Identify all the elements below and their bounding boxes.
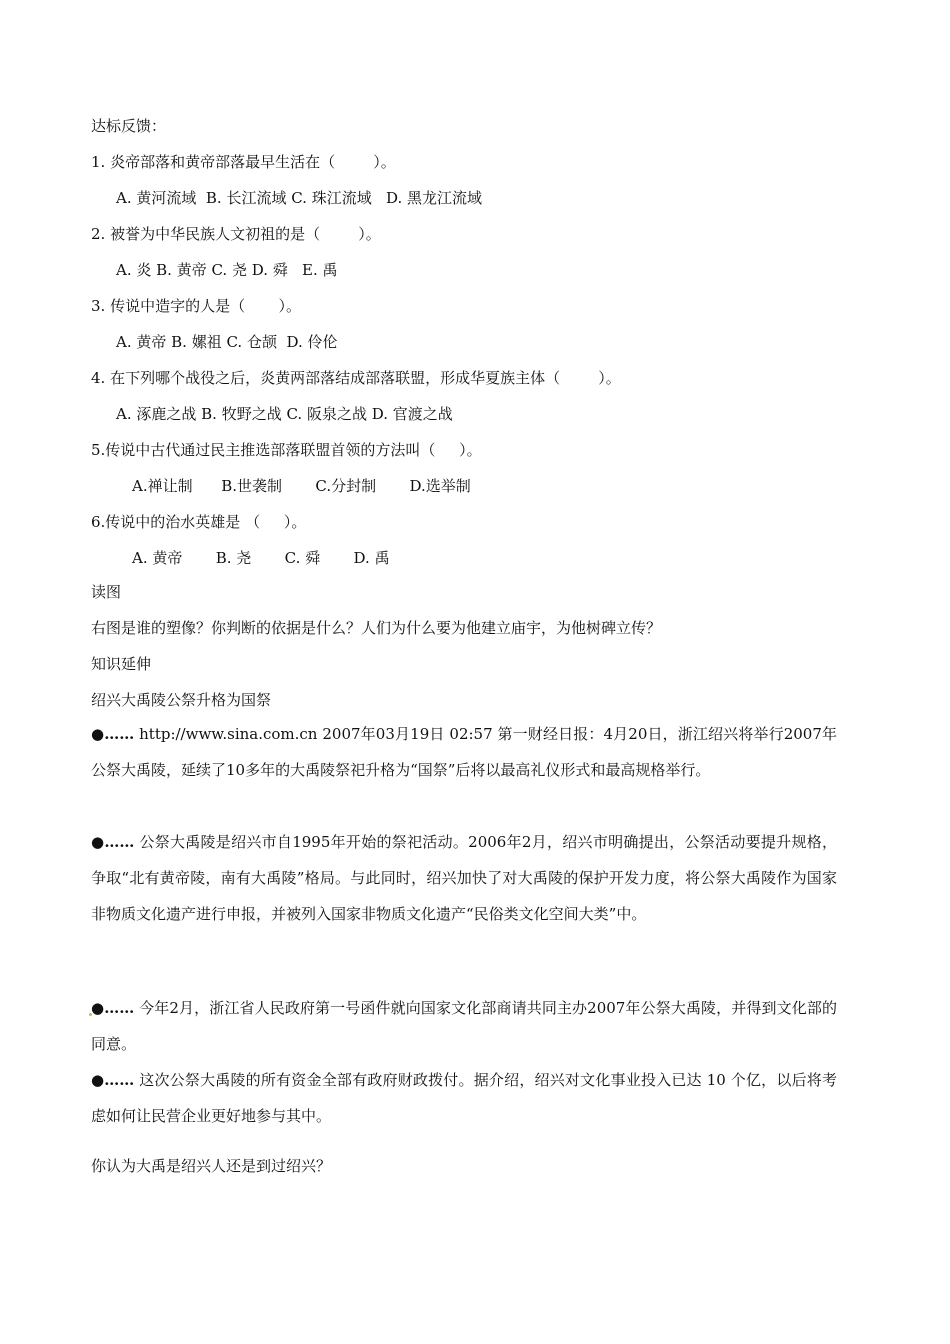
section-heading-extension: 知识延伸: [91, 655, 152, 673]
bullet-icon: ●……: [91, 725, 135, 743]
article-paragraph-4: ●…… 这次公祭大禹陵的所有资金全部有政府财政拨付。据介绍，绍兴对文化事业投入已达 10 个亿，以后将考虑如何让民营企业更好地参与其中。: [91, 1071, 837, 1125]
read-figure-question: 右图是谁的塑像？你判断的依据是什么？人们为什么要为他建立庙宇，为他树碑立传？: [91, 619, 662, 637]
question-2: 2. 被誉为中华民族人文初祖的是（ ）。: [91, 225, 381, 243]
question-5-options: A.禅让制 B.世袭制 C.分封制 D.选举制: [132, 477, 471, 495]
bullet-icon: ●……: [91, 999, 135, 1017]
question-1: 1. 炎帝部落和黄帝部落最早生活在（ ）。: [91, 153, 396, 171]
article-title: 绍兴大禹陵公祭升格为国祭: [91, 691, 272, 709]
closing-question: 你认为大禹是绍兴人还是到过绍兴？: [91, 1157, 332, 1175]
question-5: 5.传说中古代通过民主推选部落联盟首领的方法叫（ ）。: [91, 441, 482, 459]
question-2-options: A. 炎 B. 黄帝 C. 尧 D. 舜 E. 禹: [116, 261, 338, 279]
section-heading-read-figure: 读图: [91, 583, 122, 601]
question-4: 4. 在下列哪个战役之后，炎黄两部落结成部落联盟，形成华夏族主体（ ）。: [91, 369, 621, 387]
bullet-icon: ●……: [91, 1071, 135, 1089]
article-paragraph-3: ●…… 今年2月，浙江省人民政府第一号函件就向国家文化部商请共同主办2007年公祭大禹陵，并得到文化部的同意。: [91, 999, 837, 1053]
article-paragraph-2: ●…… 公祭大禹陵是绍兴市自1995年开始的祭祀活动。2006年2月，绍兴市明确提出，公祭活动要提升规格，争取“北有黄帝陵，南有大禹陵”格局。与此同时，绍兴加快了对大禹陵的保护开发力度，将公祭大禹陵作为国家非物质文化遗产进行申报，并被列入国家非物质文化遗产“民俗类文化空间大类”中。: [91, 833, 837, 923]
question-6-options: A. 黄帝 B. 尧 C. 舜 D. 禹: [132, 549, 390, 567]
bullet-icon: ●……: [91, 833, 135, 851]
question-6: 6.传说中的治水英雄是 （ ）。: [91, 513, 307, 531]
question-3-options: A. 黄帝 B. 嫘祖 C. 仓颉 D. 伶伦: [116, 333, 338, 351]
question-4-options: A. 涿鹿之战 B. 牧野之战 C. 阪泉之战 D. 官渡之战: [116, 405, 453, 423]
question-1-options: A. 黄河流域 B. 长江流域 C. 珠江流域 D. 黑龙江流域: [116, 189, 483, 207]
section-heading-feedback: 达标反馈：: [91, 117, 167, 135]
article-paragraph-1: ●…… http://www.sina.com.cn 2007年03月19日 02:57 第一财经日报：4月20日，浙江绍兴将举行2007年公祭大禹陵，延续了10多年的大禹陵祭祀升格为“国祭”后将以最高礼仪形式和最高规格举行。: [91, 725, 838, 779]
question-3: 3. 传说中造字的人是（ ）。: [91, 297, 301, 315]
